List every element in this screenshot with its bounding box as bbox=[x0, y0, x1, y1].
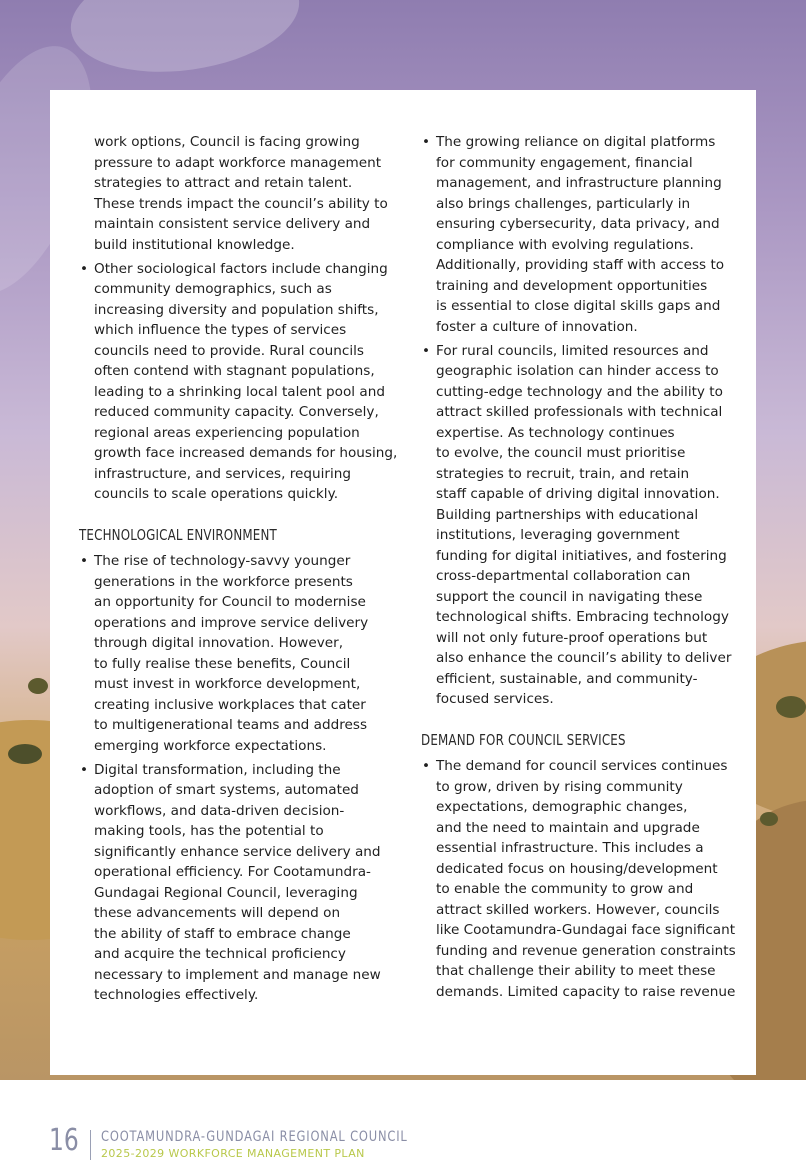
bullet-text bbox=[436, 132, 737, 337]
text-line: Building partnerships with educational bbox=[436, 506, 699, 523]
text-line: build institutional knowledge. bbox=[94, 236, 295, 253]
bullet-item bbox=[79, 551, 389, 756]
text-line: Other sociological factors include changing bbox=[94, 260, 388, 277]
bullet-icon: • bbox=[80, 553, 89, 569]
text-line: The growing reliance on digital platforms bbox=[436, 134, 716, 150]
text-line: also enhance the council’s ability to deliver bbox=[436, 650, 732, 666]
text-line: through digital innovation. However, bbox=[94, 635, 344, 651]
text-line: the ability of staff to embrace change bbox=[94, 925, 351, 942]
bullet-text bbox=[94, 259, 398, 505]
bullet-item bbox=[79, 760, 389, 1006]
tree-shape bbox=[8, 744, 42, 764]
text-line: which influence the types of services bbox=[94, 322, 347, 338]
text-line: Additionally, providing staff with access to bbox=[436, 257, 725, 273]
text-line: For rural councils, limited resources and bbox=[436, 342, 709, 359]
text-line: significantly enhance service delivery and bbox=[94, 843, 381, 860]
text-line: work options, Council is facing growing bbox=[94, 134, 360, 150]
text-line: institutions, leveraging government bbox=[436, 527, 680, 543]
text-line: staff capable of driving digital innovation. bbox=[436, 486, 720, 502]
text-line: Digital transformation, including the bbox=[94, 761, 341, 778]
text-line: maintain consistent service delivery and bbox=[94, 216, 371, 232]
text-line: operations and improve service delivery bbox=[94, 614, 369, 631]
text-line: to grow, driven by rising community bbox=[436, 778, 683, 795]
text-line: like Cootamundra-Gundagai face significant bbox=[436, 922, 736, 938]
text-line: to enable the community to grow and bbox=[436, 881, 694, 897]
text-line: to multigenerational teams and address bbox=[94, 717, 368, 733]
footer-divider bbox=[90, 1130, 91, 1160]
text-line: is essential to close digital skills gaps and bbox=[436, 298, 721, 314]
text-line: will not only future-proof operations but bbox=[436, 629, 708, 646]
text-line: community demographics, such as bbox=[94, 281, 332, 297]
text-line: emerging workforce expectations. bbox=[94, 737, 327, 754]
text-line: essential infrastructure. This includes a bbox=[436, 840, 704, 856]
page-number: 16 bbox=[49, 1123, 79, 1158]
text-line: infrastructure, and services, requiring bbox=[94, 465, 352, 482]
text-line: strategies to recruit, train, and retain bbox=[436, 465, 690, 482]
text-line: for community engagement, financial bbox=[436, 154, 693, 171]
bullet-text bbox=[436, 756, 737, 1002]
text-line: funding and revenue generation constraints bbox=[436, 942, 736, 959]
text-line: also brings challenges, particularly in bbox=[436, 195, 691, 212]
text-line: cross-departmental collaboration can bbox=[436, 568, 691, 584]
text-line: These trends impact the council’s ability to bbox=[94, 195, 388, 212]
tree-shape bbox=[760, 812, 778, 826]
text-line: and the need to maintain and upgrade bbox=[436, 819, 700, 836]
text-line: workflows, and data-driven decision- bbox=[94, 802, 345, 819]
bullet-text bbox=[94, 551, 389, 756]
decorative-leaf-shape bbox=[63, 0, 306, 85]
text-line: attract skilled workers. However, councils bbox=[436, 901, 720, 918]
text-line: focused services. bbox=[436, 691, 554, 707]
text-line: management, and infrastructure planning bbox=[436, 175, 722, 191]
bullet-text bbox=[436, 341, 737, 710]
text-line: often contend with stagnant populations, bbox=[94, 363, 375, 379]
text-line: The demand for council services continues bbox=[436, 758, 728, 774]
text-line: reduced community capacity. Conversely, bbox=[94, 404, 379, 420]
text-line: expectations, demographic changes, bbox=[436, 799, 688, 815]
bullet-icon: • bbox=[80, 260, 89, 277]
text-line: adoption of smart systems, automated bbox=[94, 782, 359, 798]
text-line: Gundagai Regional Council, leveraging bbox=[94, 884, 358, 901]
section-heading-technological: TECHNOLOGICAL ENVIRONMENT bbox=[79, 525, 277, 544]
text-line: ensuring cybersecurity, data privacy, and bbox=[436, 216, 720, 232]
plan-title: 2025-2029 WORKFORCE MANAGEMENT PLAN bbox=[101, 1147, 365, 1160]
text-line: technological shifts. Embracing technology bbox=[436, 609, 729, 625]
text-line: making tools, has the potential to bbox=[94, 823, 324, 839]
bullet-item bbox=[421, 341, 737, 710]
text-line: training and development opportunities bbox=[436, 277, 708, 294]
text-line: to evolve, the council must prioritise bbox=[436, 445, 686, 461]
text-line: that challenge their ability to meet these bbox=[436, 963, 716, 979]
text-line: councils need to provide. Rural councils bbox=[94, 342, 365, 359]
bullet-text bbox=[94, 760, 389, 1006]
text-line: necessary to implement and manage new bbox=[94, 966, 381, 983]
bullet-icon: • bbox=[422, 758, 431, 774]
text-line: leading to a shrinking local talent pool and bbox=[94, 383, 385, 400]
text-line: generations in the workforce presents bbox=[94, 573, 353, 590]
text-line: dedicated focus on housing/development bbox=[436, 860, 718, 877]
text-line: efficient, sustainable, and community- bbox=[436, 670, 698, 687]
left-column bbox=[79, 132, 398, 1009]
text-line: technologies effectively. bbox=[94, 987, 259, 1003]
text-line: and acquire the technical proficiency bbox=[94, 946, 346, 962]
bullet-item bbox=[79, 259, 398, 505]
organisation-name: COOTAMUNDRA-GUNDAGAI REGIONAL COUNCIL bbox=[101, 1129, 408, 1145]
continued-paragraph bbox=[79, 132, 389, 255]
text-line: expertise. As technology continues bbox=[436, 424, 675, 441]
text-line: operational efficiency. For Cootamundra- bbox=[94, 864, 371, 880]
text-line: demands. Limited capacity to raise revenue bbox=[436, 983, 736, 1000]
tree-shape bbox=[28, 678, 48, 694]
bullet-icon: • bbox=[80, 761, 89, 778]
text-line: foster a culture of innovation. bbox=[436, 318, 638, 335]
text-line: councils to scale operations quickly. bbox=[94, 486, 339, 502]
text-line: attract skilled professionals with technical bbox=[436, 404, 723, 420]
bullet-item bbox=[421, 756, 737, 1002]
text-line: The rise of technology-savvy younger bbox=[94, 553, 351, 569]
text-line: regional areas experiencing population bbox=[94, 424, 360, 441]
text-line: strategies to attract and retain talent. bbox=[94, 175, 353, 191]
text-line: creating inclusive workplaces that cater bbox=[94, 696, 366, 713]
text-line: growth face increased demands for housing, bbox=[94, 445, 398, 461]
bullet-item bbox=[421, 132, 737, 337]
section-heading-demand: DEMAND FOR COUNCIL SERVICES bbox=[421, 730, 626, 749]
text-line: funding for digital initiatives, and fostering bbox=[436, 547, 727, 564]
text-line: must invest in workforce development, bbox=[94, 676, 361, 692]
text-line: pressure to adapt workforce management bbox=[94, 154, 382, 171]
text-line: these advancements will depend on bbox=[94, 905, 341, 921]
bullet-icon: • bbox=[422, 134, 431, 150]
right-column bbox=[421, 132, 737, 1006]
text-line: increasing diversity and population shifts, bbox=[94, 301, 379, 318]
text-line: cutting-edge technology and the ability to bbox=[436, 383, 723, 400]
tree-shape bbox=[776, 696, 806, 718]
text-line: to fully realise these benefits, Council bbox=[94, 655, 351, 672]
text-line: compliance with evolving regulations. bbox=[436, 236, 694, 253]
text-line: support the council in navigating these bbox=[436, 588, 703, 605]
text-line: an opportunity for Council to modernise bbox=[94, 594, 366, 610]
text-line: geographic isolation can hinder access to bbox=[436, 363, 719, 379]
bullet-icon: • bbox=[422, 342, 431, 359]
